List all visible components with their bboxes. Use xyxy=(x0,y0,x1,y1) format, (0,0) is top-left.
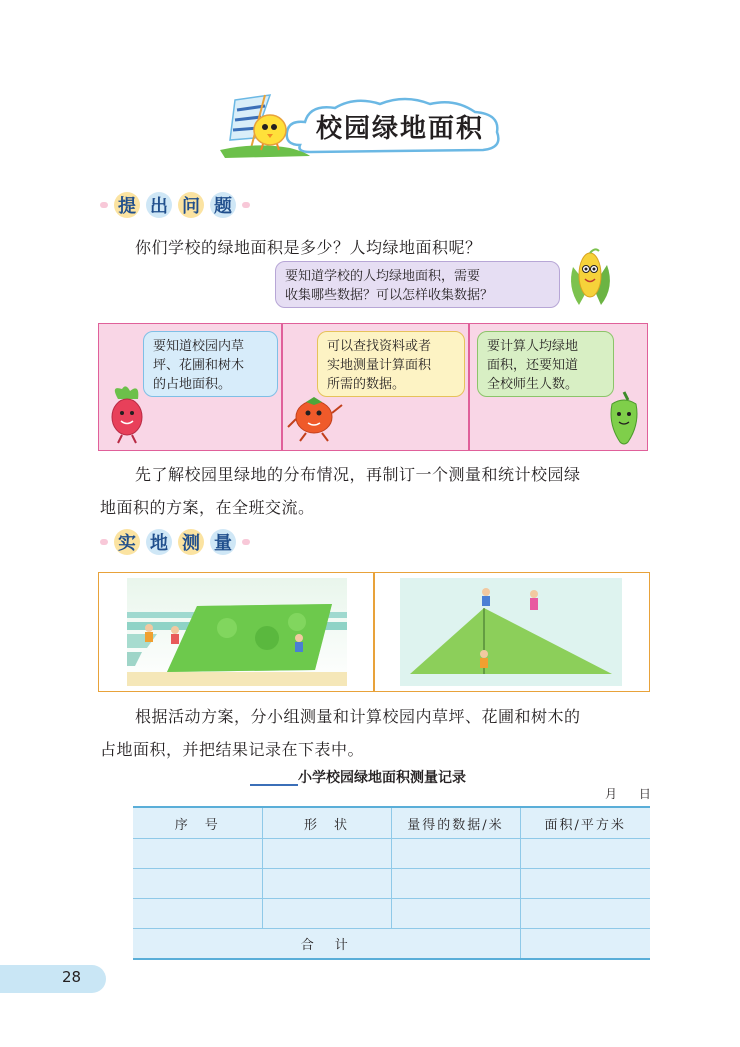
table-cell[interactable] xyxy=(520,899,650,929)
heading-char: 实 xyxy=(114,529,140,555)
bubble-line: 所需的数据。 xyxy=(327,377,406,392)
table-cell[interactable] xyxy=(133,869,262,899)
tomato-character-icon xyxy=(284,393,344,443)
radish-character-icon xyxy=(104,383,150,445)
table-row xyxy=(133,899,650,929)
table-cell[interactable] xyxy=(262,839,391,869)
intro-question: 你们学校的绿地面积是多少？人均绿地面积呢？ xyxy=(135,238,482,257)
bubble-line: 坪、花圃和树木 xyxy=(153,358,245,373)
section-heading-raise-question xyxy=(100,192,250,218)
paragraph-line: 占地面积，并把结果记录在下表中。 xyxy=(100,740,365,759)
table-cell[interactable] xyxy=(391,899,520,929)
table-total-row xyxy=(133,929,650,960)
bubble-line: 要计算人均绿地 xyxy=(487,339,579,354)
triangle-measurement-illustration xyxy=(400,578,622,686)
table-cell[interactable] xyxy=(262,869,391,899)
column-header: 形 状 xyxy=(262,807,391,839)
bubble-line: 可以查找资料或者 xyxy=(327,339,432,354)
table-cell[interactable] xyxy=(391,869,520,899)
bubble-line: 全校师生人数。 xyxy=(487,377,579,392)
corn-character-icon xyxy=(565,247,615,309)
table-cell[interactable] xyxy=(520,869,650,899)
lawn-measurement-illustration xyxy=(127,578,347,686)
column-header: 面积/平方米 xyxy=(520,807,650,839)
measure-paragraph xyxy=(100,700,660,766)
pepper-speech-bubble xyxy=(477,331,614,397)
measurement-record-table xyxy=(133,806,650,960)
panel-divider xyxy=(281,323,283,451)
panel-divider xyxy=(468,323,470,451)
table-cell[interactable] xyxy=(133,899,262,929)
bubble-line: 实地测量计算面积 xyxy=(327,358,432,373)
paragraph-line: 地面积的方案，在全班交流。 xyxy=(100,498,315,517)
paragraph-line: 先了解校园里绿地的分布情况，再制订一个测量和统计校园绿 xyxy=(135,465,581,484)
table-row xyxy=(133,869,650,899)
paragraph-line: 根据活动方案，分小组测量和计算校园内草坪、花圃和树木的 xyxy=(135,707,581,726)
heading-char: 测 xyxy=(178,529,204,555)
heading-dash xyxy=(242,539,250,545)
heading-dash xyxy=(100,539,108,545)
table-row xyxy=(133,839,650,869)
pepper-character-icon xyxy=(602,390,646,446)
total-cell[interactable] xyxy=(520,929,650,960)
table-cell[interactable] xyxy=(133,839,262,869)
radish-speech-bubble xyxy=(143,331,278,397)
column-header: 序 号 xyxy=(133,807,262,839)
heading-char: 题 xyxy=(210,192,236,218)
heading-char: 量 xyxy=(210,529,236,555)
table-cell[interactable] xyxy=(391,839,520,869)
heading-dash xyxy=(242,202,250,208)
heading-char: 问 xyxy=(178,192,204,218)
plan-paragraph xyxy=(100,458,660,524)
day-label: 日 xyxy=(638,787,651,801)
corn-speech-bubble xyxy=(275,261,560,308)
bubble-line: 面积，还要知道 xyxy=(487,358,579,373)
page-number-tab xyxy=(0,965,106,993)
table-cell[interactable] xyxy=(262,899,391,929)
heading-char: 出 xyxy=(146,192,172,218)
bubble-line: 要知道学校的人均绿地面积，需要 xyxy=(285,269,481,284)
bubble-line: 的占地面积。 xyxy=(153,377,232,392)
tomato-speech-bubble xyxy=(317,331,465,397)
title-blank-line xyxy=(250,784,298,786)
frame-divider xyxy=(373,572,375,692)
column-header: 量得的数据/米 xyxy=(391,807,520,839)
month-label: 月 xyxy=(605,787,618,801)
date-label xyxy=(605,785,651,802)
table-title: 小学校园绿地面积测量记录 xyxy=(298,770,466,786)
section-heading-field-measurement xyxy=(100,529,250,555)
total-label: 合 计 xyxy=(133,929,520,960)
table-header-row xyxy=(133,807,650,839)
bubble-line: 要知道校园内草 xyxy=(153,339,245,354)
bubble-line: 收集哪些数据？可以怎样收集数据？ xyxy=(285,288,494,303)
table-cell[interactable] xyxy=(520,839,650,869)
page-number: 28 xyxy=(62,968,82,986)
heading-char: 提 xyxy=(114,192,140,218)
page-title: 校园绿地面积 xyxy=(315,114,484,144)
heading-dash xyxy=(100,202,108,208)
heading-char: 地 xyxy=(146,529,172,555)
